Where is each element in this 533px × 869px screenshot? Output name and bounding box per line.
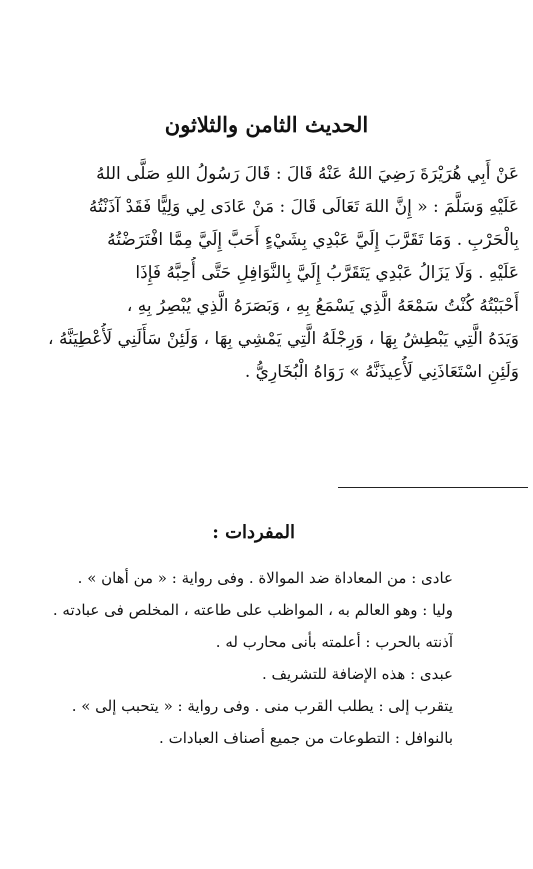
- hadith-line: عَلَيْهِ وَسَلَّمَ : « إِنَّ اللهَ تَعَالَى قَالَ : مَنْ عَادَى لِي وَلِيًّا فَقَدْ آذَنْتُهُ: [88, 197, 519, 217]
- vocabulary-entry: عبدى : هذه الإضافة للتشريف .: [261, 665, 453, 683]
- section-divider: [338, 487, 528, 488]
- hadith-title: الحديث الثامن والثلاثون: [164, 112, 369, 137]
- vocabulary-entry: وليا : وهو العالم به ، المواظب على طاعته ، المخلص فى عبادته .: [52, 601, 453, 619]
- vocabulary-list: [33, 562, 453, 754]
- hadith-line: بِالْحَرْبِ . وَمَا تَقَرَّبَ إِلَيَّ عَبْدِي بِشَيْءٍ أَحَبَّ إِلَيَّ مِمَّا افْتَرَضْتُهُ: [107, 230, 519, 250]
- vocabulary-heading: المفردات :: [212, 522, 295, 543]
- hadith-line: وَلَئِنِ اسْتَعَاذَنِي لَأُعِيذَنَّهُ » رَوَاهُ الْبُخَارِيُّ .: [244, 362, 519, 382]
- hadith-line: عَنْ أَبِي هُرَيْرَةَ رَضِيَ اللهُ عَنْهُ قَالَ : قَالَ رَسُولُ اللهِ صَلَّى اللهُ: [96, 164, 519, 184]
- hadith-line: وَيَدَهُ الَّتِي يَبْطِشُ بِهَا ، وَرِجْلَهُ الَّتِي يَمْشِي بِهَا ، وَلَئِنْ سَأَلَنِي لَأُعْطِيَنَّهُ ،: [48, 329, 519, 349]
- vocabulary-entry: عادى : من المعاداة ضد الموالاة . وفى رواية : « من أهان » .: [77, 569, 453, 587]
- vocabulary-entry: بالنوافل : التطوعات من جميع أصناف العبادات .: [159, 729, 453, 747]
- hadith-line: أَحْبَبْتُهُ كُنْتُ سَمْعَهُ الَّذِي يَسْمَعُ بِهِ ، وَبَصَرَهُ الَّذِي يُبْصِرُ بِهِ ،: [126, 296, 519, 316]
- vocabulary-entry: آذنته بالحرب : أعلمته بأنى محارب له .: [215, 633, 453, 651]
- vocabulary-entry: يتقرب إلى : يطلب القرب منى . وفى رواية : « يتحبب إلى » .: [71, 697, 453, 715]
- hadith-text: [19, 158, 519, 389]
- hadith-line: عَلَيْهِ . وَلَا يَزَالُ عَبْدِي يَتَقَرَّبُ إِلَيَّ بِالنَّوَافِلِ حَتَّى أُحِبَّهُ فَإِذَا: [135, 263, 519, 283]
